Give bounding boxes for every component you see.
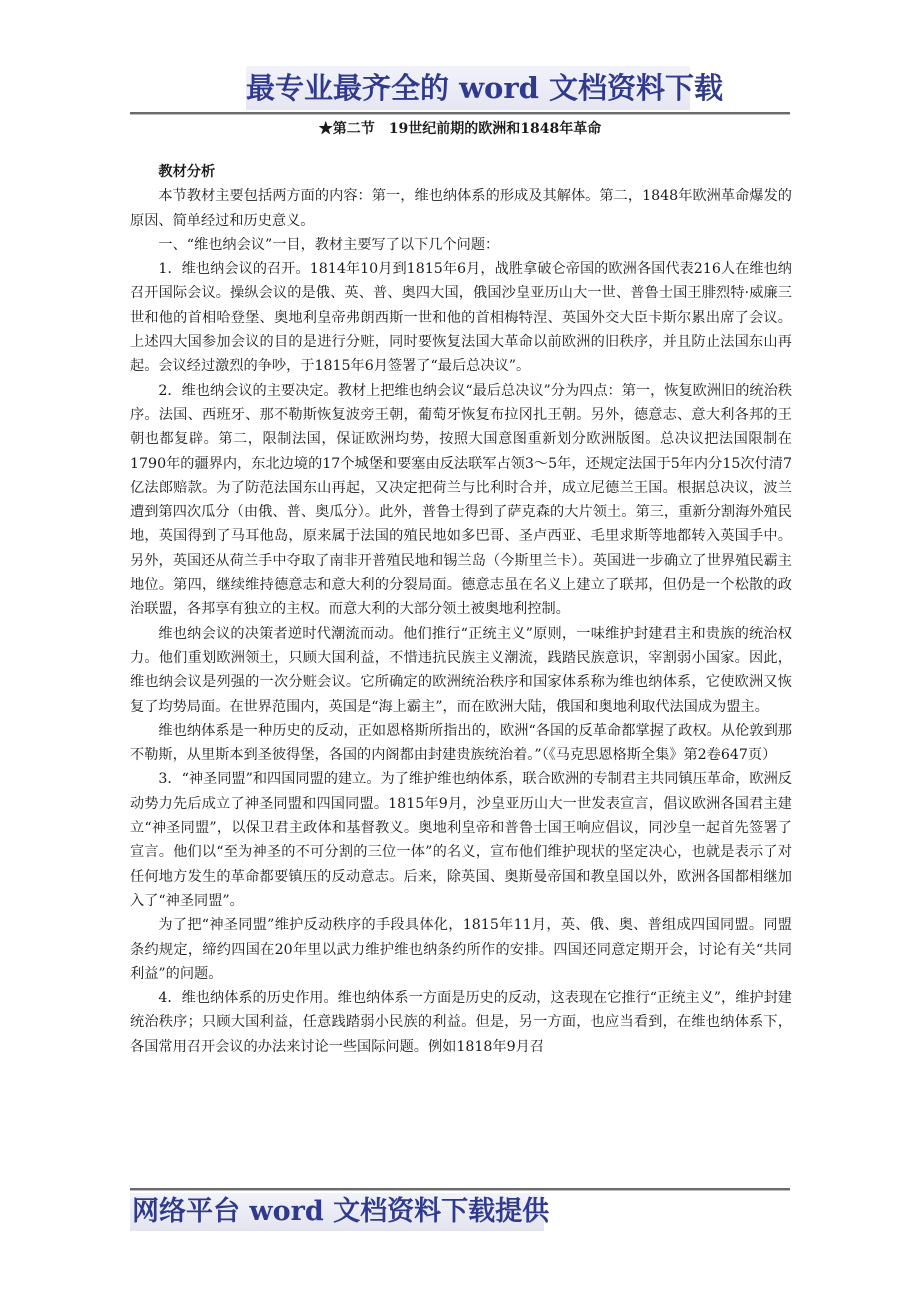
paragraph: 1．维也纳会议的召开。1814年10月到1815年6月，战胜拿破仑帝国的欧洲各国代表216人在维也纳召开国际会议。操纵会议的是俄、英、普、奥四大国，俄国沙皇亚历山大一世、普鲁士国王腓烈特·威廉三世和他的首相哈登堡、奥地利皇帝弗朗西斯一世和他的首相梅特涅、英国外交大臣卡斯尔累出席了会议。上述四大国参加会议的目的是进行分赃，同时要恢复法国大革命以前欧洲的旧秩序，并且防止法国东山再起。会议经过激烈的争吵，于1815年6月签署了“最后总决议”。 <box>130 261 792 375</box>
paragraph: 维也纳体系是一种历史的反动，正如恩格斯所指出的，欧洲“各国的反革命都掌握了政权。从伦敦到那不勒斯，从里斯本到圣彼得堡，各国的内阁都由封建贵族统治着。”（《马克思恩格斯全集》第2卷647页） <box>130 722 792 764</box>
paragraph: 4．维也纳体系的历史作用。维也纳体系一方面是历史的反动，这表现在它推行“正统主义”，维护封建统治秩序；只顾大国利益，任意践踏弱小民族的利益。但是，另一方面，也应当看到，在维也纳体系下，各国常用召开会议的办法来讨论一些国际问题。例如1818年9月召 <box>130 990 792 1055</box>
header-banner-text: 最专业最齐全的 word 文档资料下载 <box>246 71 724 105</box>
section-title: ★第二节 19世纪前期的欧洲和1848年革命 <box>318 121 602 137</box>
header-banner <box>246 66 724 110</box>
header-divider <box>130 112 790 115</box>
paragraph: 一、“维也纳会议”一目，教材主要写了以下几个问题： <box>158 236 500 253</box>
paragraph: 为了把“神圣同盟”维护反动秩序的手段具体化，1815年11月，英、俄、奥、普组成四国同盟。同盟条约规定，缔约四国在20年里以武力维护维也纳条约所作的安排。四国还同意定期开会，讨论有关“共同利益”的问题。 <box>130 917 792 982</box>
paragraph: 3．“神圣同盟”和四国同盟的建立。为了维护维也纳体系，联合欧洲的专制君主共同镇压革命，欧洲反动势力先后成立了神圣同盟和四国同盟。1815年9月，沙皇亚历山大一世发表宣言，倡议欧洲各国君主建立“神圣同盟”，以保卫君主政体和基督教义。奥地利皇帝和普鲁士国王响应倡议，同沙皇一起首先签署了宣言。他们以“至为神圣的不可分割的三位一体”的名义，宣布他们维护现状的坚定决心，也就是表示了对任何地方发生的革命都要镇压的反动意志。后来，除英国、奥斯曼帝国和教皇国以外，欧洲各国都相继加入了“神圣同盟”。 <box>130 771 792 909</box>
document-body <box>130 160 792 1059</box>
footer-divider <box>130 1188 790 1191</box>
paragraph: 本节教材主要包括两方面的内容：第一，维也纳体系的形成及其解体。第二，1848年欧洲革命爆发的原因、简单经过和历史意义。 <box>130 188 792 229</box>
section-heading: 教材分析 <box>158 164 216 180</box>
paragraph: 2．维也纳会议的主要决定。教材上把维也纳会议“最后总决议”分为四点：第一，恢复欧洲旧的统治秩序。法国、西班牙、那不勒斯恢复波旁王朝，葡萄牙恢复布拉冈扎王朝。另外，德意志、意大利各邦的王朝也都复辟。第二，限制法国，保证欧洲均势，按照大国意图重新划分欧洲版图。总决议把法国限制在1790年的疆界内，东北边境的17个城堡和要塞由反法联军占领3～5年，还规定法国于5年内分15次付清7亿法郎赔款。为了防范法国东山再起，又决定把荷兰与比利时合并，成立尼德兰王国。根据总决议，波兰遭到第四次瓜分（由俄、普、奥瓜分）。此外，普鲁士得到了萨克森的大片领土。第三，重新分割海外殖民地，英国得到了马耳他岛，原来属于法国的殖民地如多巴哥、圣卢西亚、毛里求斯等地都转入英国手中。另外，英国还从荷兰手中夺取了南非开普殖民地和锡兰岛（今斯里兰卡）。英国进一步确立了世界殖民霸主地位。第四，继续维持德意志和意大利的分裂局面。德意志虽在名义上建立了联邦，但仍是一个松散的政治联盟，各邦享有独立的主权。而意大利的大部分领土被奥地利控制。 <box>130 382 792 618</box>
paragraph: 维也纳会议的决策者逆时代潮流而动。他们推行“正统主义”原则，一味维护封建君主和贵族的统治权力。他们重划欧洲领土，只顾大国利益，不惜违抗民族主义潮流，践踏民族意识，宰割弱小国家。因此，维也纳会议是列强的一次分赃会议。它所确定的欧洲统治秩序和国家体系称为维也纳体系，它使欧洲又恢复了均势局面。在世界范围内，英国是“海上霸主”，而在欧洲大陆，俄国和奥地利取代法国成为盟主。 <box>130 625 792 715</box>
footer-banner-text: 网络平台 word 文档资料下载提供 <box>132 1196 550 1227</box>
footer-banner <box>130 1193 550 1231</box>
